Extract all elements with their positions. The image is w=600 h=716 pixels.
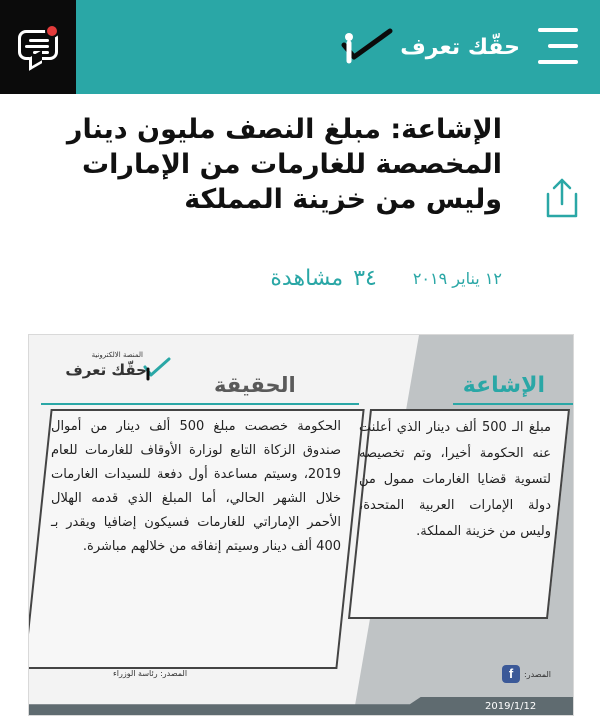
article-title: الإشاعة: مبلغ النصف مليون دينار المخصصة للغارمات من الإمارات وليس من خزينة المملكة bbox=[66, 114, 502, 215]
infographic-date: 2019/1/12 bbox=[485, 701, 537, 712]
share-icon bbox=[540, 176, 584, 220]
rumor-text: مبلغ الـ 500 ألف دينار الذي أعلنت عنه الحكومة أخيرا، وتم تخصيصه لتسوية قضايا الغارمات ممول من دولة الإمارات العربية المتحدة، وليس من خزينة المملكة. bbox=[359, 420, 551, 539]
view-count bbox=[270, 266, 376, 291]
truth-text: الحكومة خصصت مبلغ 500 ألف دينار من أموال صندوق الزكاة التابع لوزارة الأوقاف للغارمات للعام 2019، وسيتم مساعدة أول دفعة للسيدات الغارمات خلال الشهر الحالي، أما المبلغ الذي قدمه الهلال الأحمر الإماراتي للغارمات فسيكون إضافيا ويقدر بـ 400 ألف دينار وسيتم إنفاقه من خلالهم مباشرة. bbox=[51, 419, 341, 554]
rumor-source-label: المصدر: bbox=[524, 669, 551, 679]
divider bbox=[453, 403, 573, 405]
facebook-icon: f bbox=[502, 665, 520, 683]
brand-logo[interactable] bbox=[340, 26, 520, 68]
checkmark-logo-icon bbox=[143, 357, 171, 381]
hamburger-icon bbox=[538, 28, 578, 32]
brand-name: حقّك تعرف bbox=[400, 34, 520, 60]
truth-source: المصدر: رئاسة الوزراء bbox=[113, 669, 188, 678]
infographic-image bbox=[28, 334, 574, 716]
checkmark-logo-icon bbox=[340, 27, 394, 67]
article-meta bbox=[270, 266, 502, 291]
rumor-heading: الإشاعة bbox=[462, 373, 545, 398]
app-header bbox=[0, 0, 600, 94]
notification-dot bbox=[45, 24, 59, 38]
views-label: مشاهدة bbox=[270, 266, 344, 291]
platform-label: المنصة الالكترونية bbox=[91, 351, 143, 359]
infographic-brand-name: حقّك تعرف bbox=[65, 361, 147, 379]
share-button[interactable] bbox=[538, 176, 584, 224]
rumor-source bbox=[502, 665, 551, 683]
views-number: ٣٤ bbox=[353, 266, 377, 291]
chat-button[interactable] bbox=[0, 0, 76, 94]
article-date: ١٢ يناير ٢٠١٩ bbox=[412, 269, 502, 288]
infographic-logo bbox=[51, 351, 171, 385]
truth-heading: الحقيقة bbox=[214, 373, 296, 397]
divider bbox=[41, 403, 359, 405]
menu-button[interactable] bbox=[538, 28, 578, 64]
